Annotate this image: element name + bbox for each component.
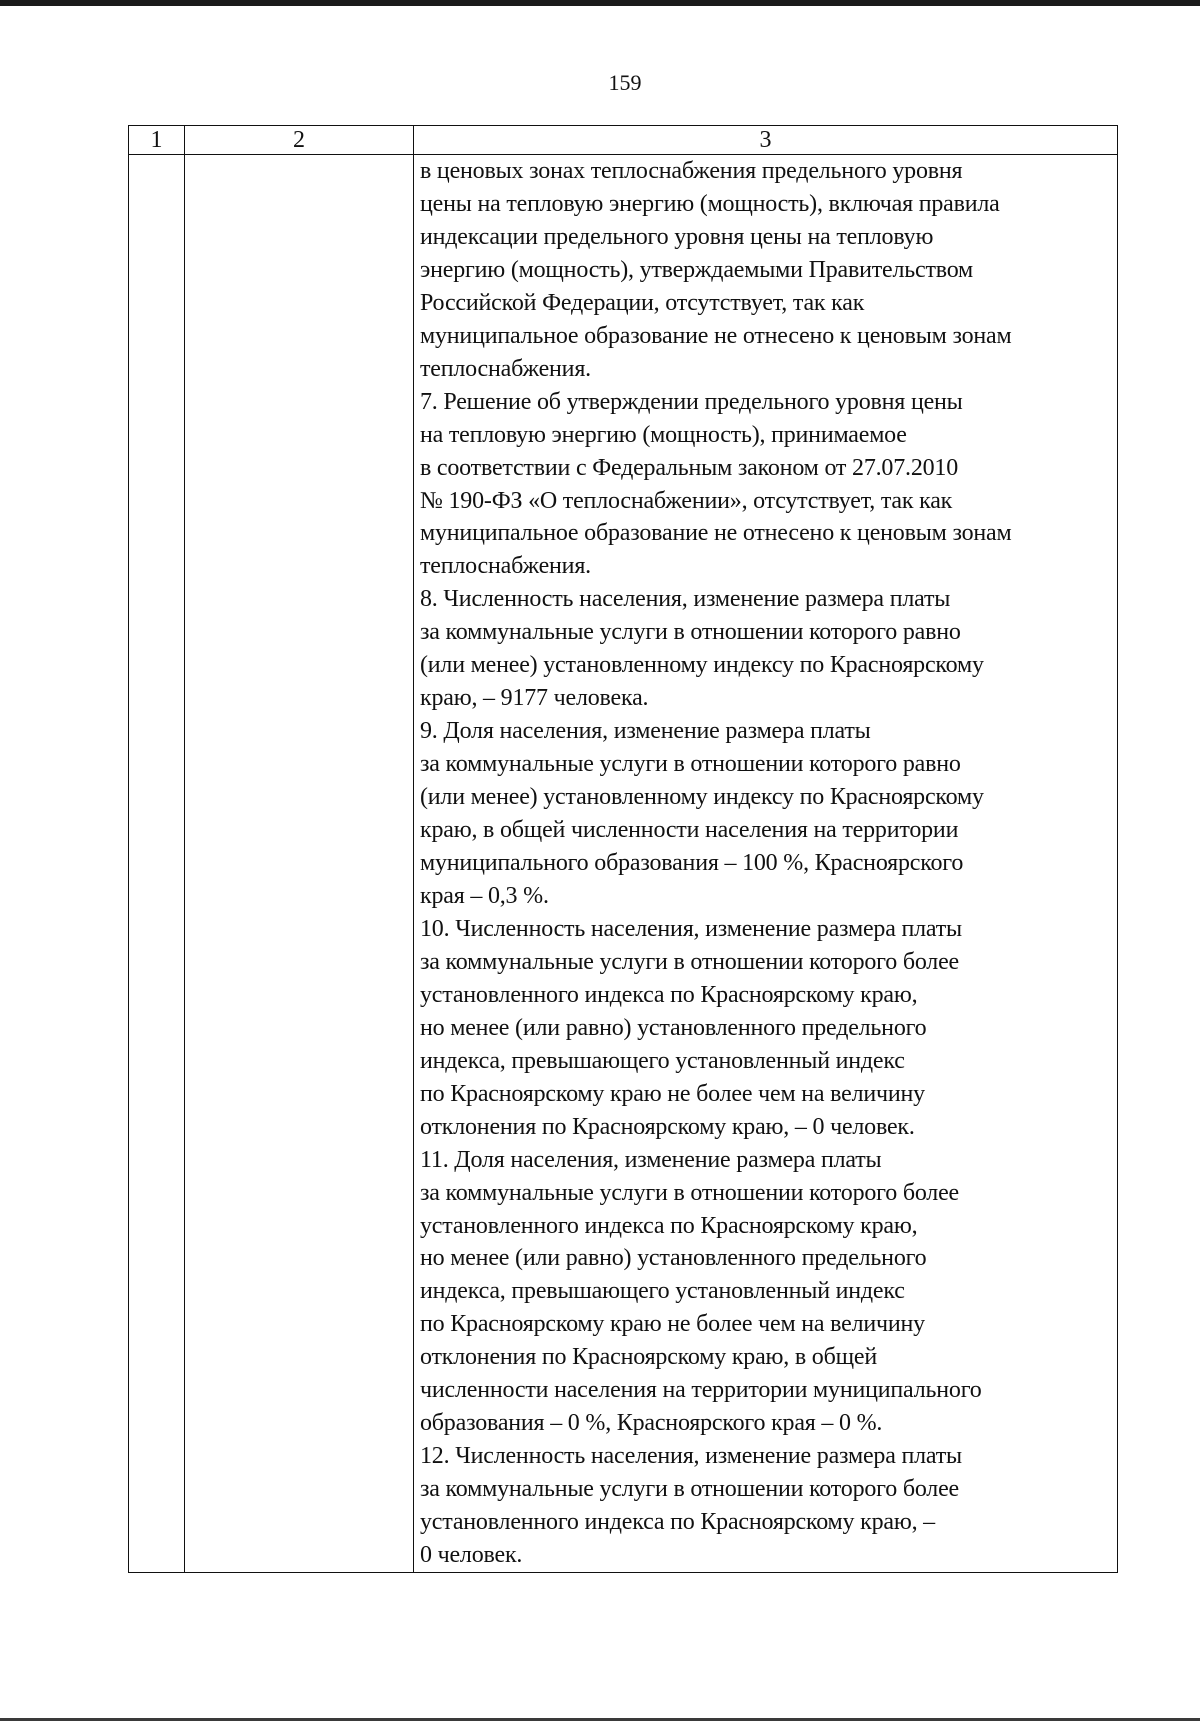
text-line: за коммунальные услуги в отношении которого более	[420, 1179, 959, 1206]
text-line: но менее (или равно) установленного предельного	[420, 1245, 927, 1272]
text-line: индекса, превышающего установленный индекс	[420, 1047, 905, 1074]
text-line: 7. Решение об утверждении предельного уровня цены	[420, 388, 963, 415]
text-line: по Красноярскому краю не более чем на величину	[420, 1311, 925, 1338]
text-line: отклонения по Красноярскому краю, в общей	[420, 1344, 877, 1371]
table-row	[129, 155, 1118, 1573]
text-line: но менее (или равно) установленного предельного	[420, 1014, 927, 1041]
column-header-1: 1	[129, 126, 185, 155]
text-line: на тепловую энергию (мощность), принимаемое	[420, 421, 907, 448]
text-line: в ценовых зонах теплоснабжения предельного уровня	[420, 158, 963, 184]
text-line: 12. Численность населения, изменение размера платы	[420, 1443, 962, 1470]
text-line: муниципального образования – 100 %, Красноярского	[420, 850, 964, 877]
text-line: муниципальное образование не отнесено к ценовым зонам	[420, 322, 1012, 349]
text-line: индексации предельного уровня цены на тепловую	[420, 223, 934, 250]
text-line: теплоснабжения.	[420, 355, 591, 382]
text-line: установленного индекса по Красноярскому краю,	[420, 981, 918, 1008]
text-line: индекса, превышающего установленный индекс	[420, 1278, 905, 1305]
column-3-content-cell	[414, 155, 1118, 1573]
text-line: 11. Доля населения, изменение размера платы	[420, 1146, 882, 1173]
text-line: за коммунальные услуги в отношении которого более	[420, 1476, 959, 1503]
text-line: краю, – 9177 человека.	[420, 685, 649, 712]
text-line: за коммунальные услуги в отношении которого равно	[420, 619, 961, 646]
table-header-row	[129, 126, 1118, 155]
text-line: Российской Федерации, отсутствует, так как	[420, 289, 865, 316]
text-line: установленного индекса по Красноярскому краю, –	[420, 1509, 935, 1536]
text-line: за коммунальные услуги в отношении которого равно	[420, 751, 961, 778]
text-line: за коммунальные услуги в отношении которого более	[420, 948, 959, 975]
text-line: № 190-ФЗ «О теплоснабжении», отсутствует, так как	[420, 487, 953, 514]
text-line: (или менее) установленному индексу по Красноярскому	[420, 784, 984, 811]
text-line: отклонения по Красноярскому краю, – 0 человек.	[420, 1113, 915, 1140]
text-line: края – 0,3 %.	[420, 882, 549, 909]
text-line: цены на тепловую энергию (мощность), включая правила	[420, 190, 1000, 217]
column-2-cell	[185, 155, 414, 1573]
text-line: установленного индекса по Красноярскому краю,	[420, 1212, 918, 1239]
text-line: в соответствии с Федеральным законом от 27.07.2010	[420, 454, 959, 481]
text-line: 10. Численность населения, изменение размера платы	[420, 915, 962, 942]
text-line: по Красноярскому краю не более чем на величину	[420, 1080, 925, 1107]
content-text-block	[420, 155, 1117, 1572]
text-line: 9. Доля населения, изменение размера платы	[420, 718, 871, 745]
text-line: 8. Численность населения, изменение размера платы	[420, 586, 951, 613]
text-line: теплоснабжения.	[420, 553, 591, 580]
document-table	[128, 125, 1118, 1573]
top-scan-edge	[0, 0, 1200, 6]
column-header-3: 3	[414, 126, 1118, 155]
page-number: 159	[608, 70, 642, 95]
text-line: образования – 0 %, Красноярского края – 0 %.	[420, 1410, 883, 1437]
bottom-scan-edge	[0, 1718, 1200, 1721]
text-line: энергию (мощность), утверждаемыми Правительством	[420, 256, 974, 283]
column-1-cell	[129, 155, 185, 1573]
column-header-2: 2	[185, 126, 414, 155]
text-line: краю, в общей численности населения на территории	[420, 817, 959, 844]
text-line: численности населения на территории муниципального	[420, 1377, 982, 1404]
text-line: 0 человек.	[420, 1542, 523, 1569]
text-line: (или менее) установленному индексу по Красноярскому	[420, 652, 984, 679]
text-line: муниципальное образование не отнесено к ценовым зонам	[420, 520, 1012, 547]
